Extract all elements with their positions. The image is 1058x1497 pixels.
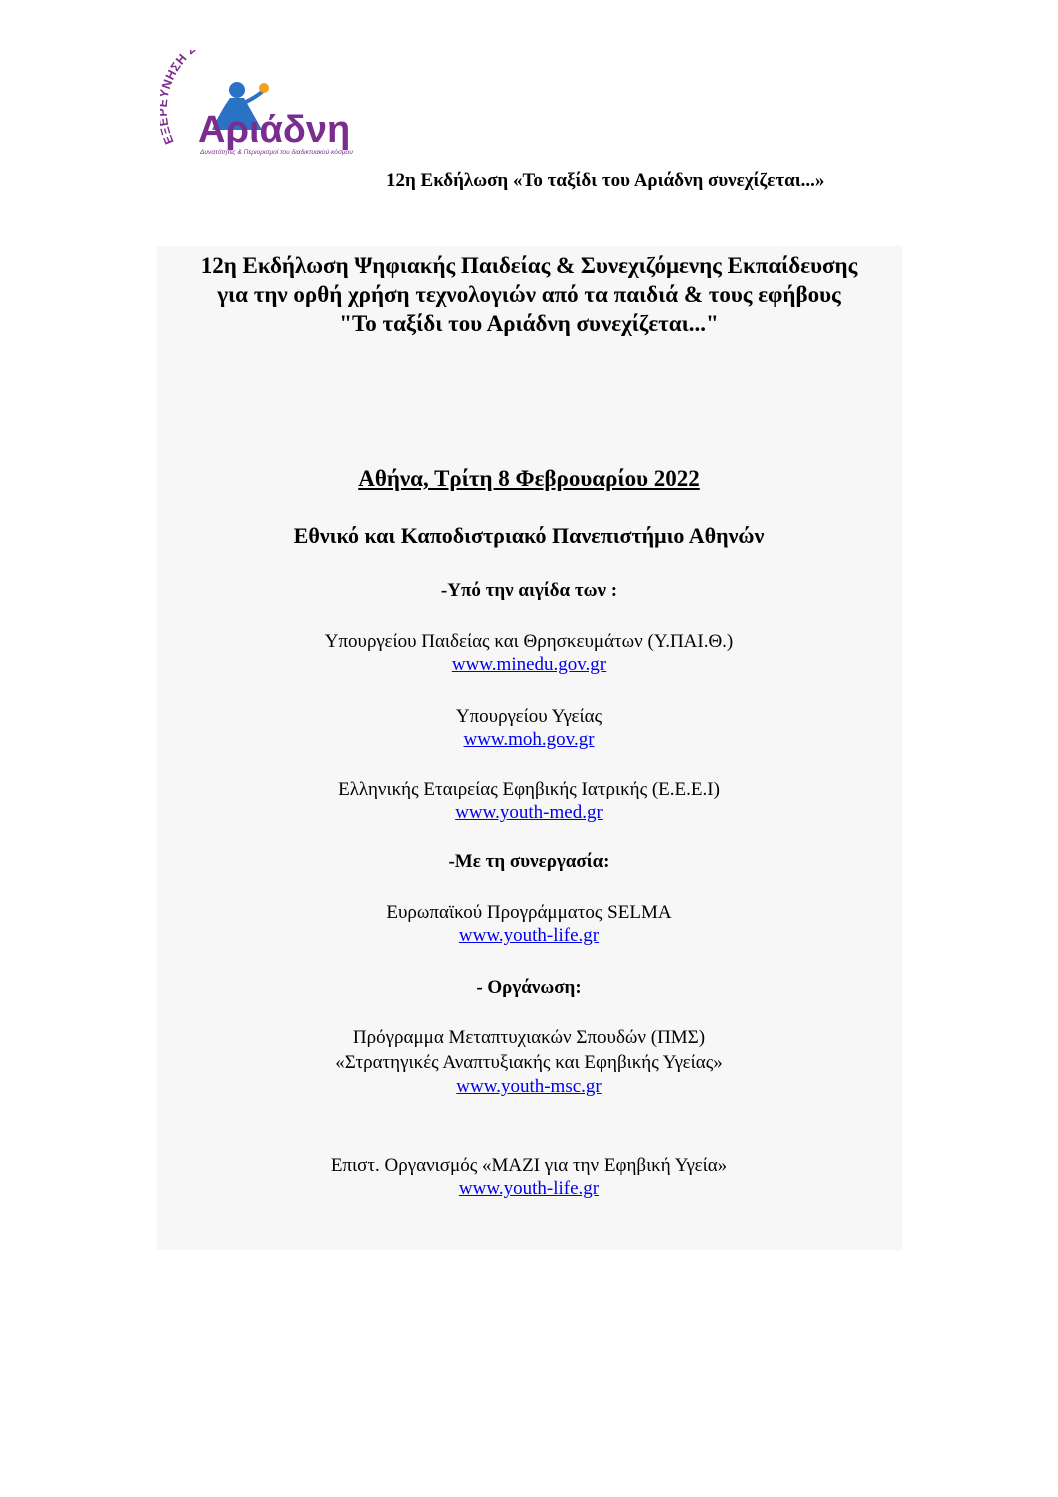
organization-label: - Οργάνωση:	[476, 977, 582, 998]
auspices-link[interactable]: www.minedu.gov.gr	[451, 654, 607, 675]
organization-link[interactable]: www.youth-life.gr	[458, 1178, 600, 1199]
title-line-1: 12η Εκδήλωση Ψηφιακής Παιδείας & Συνεχιζόμενης Εκπαίδευσης	[200, 253, 858, 278]
organization-name: Επιστ. Οργανισμός «ΜΑΖΙ για την Εφηβική Υγεία»	[330, 1155, 728, 1176]
logo-arc-text: Ε ΝΗΣΗ	[160, 50, 190, 147]
title-line-3: "Το ταξίδι του Αριάδνη συνεχίζεται..."	[339, 311, 719, 336]
title-line-2: για την ορθή χρήση τεχνολογιών από τα παιδιά & τους εφήβους	[217, 282, 841, 307]
organization-link[interactable]: www.youth-msc.gr	[456, 1076, 602, 1097]
ariadni-logo	[160, 50, 375, 160]
cooperation-label: -Με τη συνεργασία:	[448, 851, 610, 872]
auspices-link[interactable]: www.youth-med.gr	[455, 802, 603, 823]
logo-tagline: Δυνατότητες & Περιορισμοί του διαδικτυακού κόσμου	[200, 149, 353, 156]
header-line: 12η Εκδήλωση «Το ταξίδι του Αριάδνη συνεχίζεται...»	[386, 170, 825, 191]
event-venue: Εθνικό και Καποδιστριακό Πανεπιστήμιο Αθηνών	[293, 523, 765, 548]
organization-name: «Στρατηγικές Αναπτυξιακής και Εφηβικής Υγείας»	[335, 1052, 723, 1073]
cooperation-name: Ευρωπαϊκού Προγράμματος SELMA	[386, 902, 672, 923]
auspices-name: Υπουργείου Υγείας	[455, 706, 603, 727]
organization-name: Πρόγραμμα Μεταπτυχιακών Σπουδών (ΠΜΣ)	[352, 1027, 706, 1048]
auspices-label: -Υπό την αιγίδα των :	[440, 580, 618, 601]
auspices-name: Ελληνικής Εταιρείας Εφηβικής Ιατρικής (Ε.Ε.Ε.Ι)	[338, 779, 720, 800]
auspices-name: Υπουργείου Παιδείας και Θρησκευμάτων (Υ.ΠΑΙ.Θ.)	[324, 631, 734, 652]
cooperation-link[interactable]: www.youth-life.gr	[458, 925, 600, 946]
logo-name: Αριάδνη	[198, 109, 351, 151]
auspices-link[interactable]: www.moh.gov.gr	[463, 729, 595, 750]
event-date: Αθήνα, Τρίτη 8 Φεβρουαρίου 2022	[358, 466, 700, 491]
